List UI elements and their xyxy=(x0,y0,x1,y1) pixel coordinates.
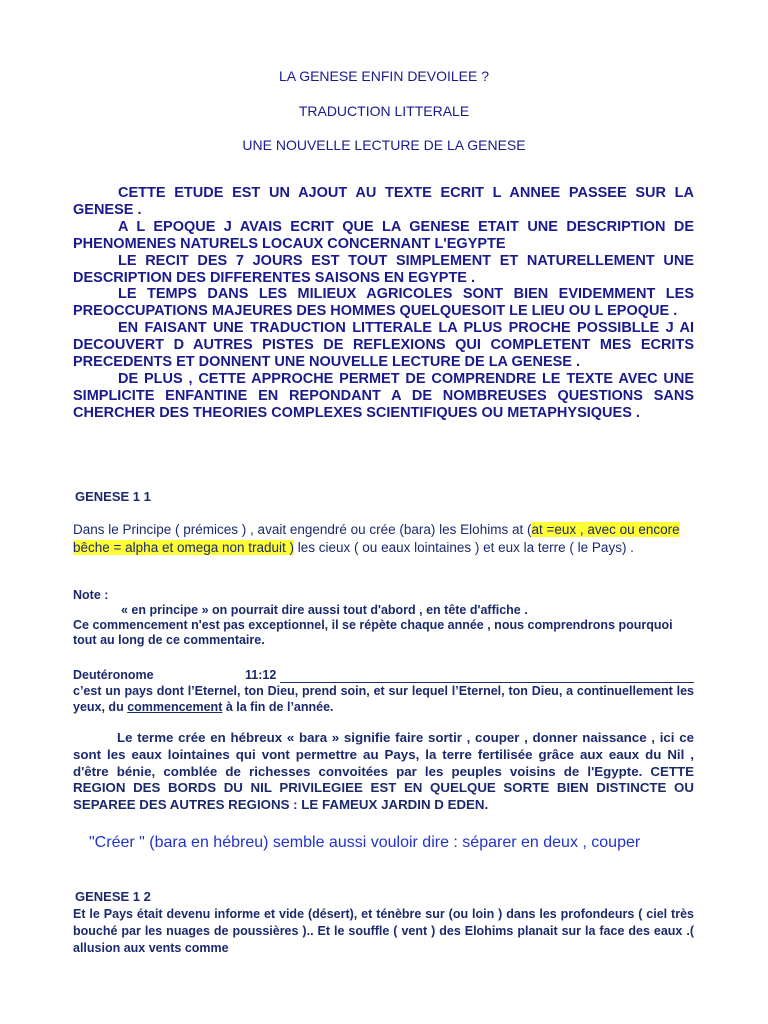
note-line-1: « en principe » on pourrait dire aussi tout d'abord , en tête d'affiche . xyxy=(121,603,528,617)
intro-section xyxy=(73,185,694,422)
genese-1-1-heading: GENESE 1 1 xyxy=(75,489,151,504)
intro-paragraph: LE TEMPS DANS LES MILIEUX AGRICOLES SONT BIEN EVIDEMMENT LES PREOCCUPATIONS MAJEURES DES HOMMES QUELQUESOIT LE LIEU OU L EPOQUE . xyxy=(73,286,694,320)
note-label: Note : xyxy=(73,588,109,602)
intro-paragraph: DE PLUS , CETTE APPROCHE PERMET DE COMPRENDRE LE TEXTE AVEC UNE SIMPLICITE ENFANTINE EN REPONDANT A DE NOMBREUSES QUESTIONS SANS CHERCHER DES THEORIES COMPLEXES SCIENTIFIQUES OU METAPHYSIQUES . xyxy=(73,370,694,421)
deuteronome-text-a: c’est un pays dont l’Eternel, ton Dieu, prend soin, et sur lequel l’Eternel, ton Dieu, a continuellement les yeux, du xyxy=(73,684,694,714)
intro-paragraph: EN FAISANT UNE TRADUCTION LITTERALE LA PLUS PROCHE POSSIBLLE J AI DECOUVERT D AUTRES PISTES DE REFLEXIONS QUI COMPLETENT MES ECRITS PRECEDENTS ET DONNENT UNE NOUVELLE LECTURE DE LA GENESE . xyxy=(73,320,694,371)
deuteronome-quote xyxy=(73,667,694,715)
title-line-3: UNE NOUVELLE LECTURE DE LA GENESE xyxy=(242,137,526,153)
genese-1-2-heading: GENESE 1 2 xyxy=(75,889,151,904)
rule-line xyxy=(280,671,694,683)
genese-1-1-part1: Dans le Principe ( prémices ) , avait engendré ou crée (bara) les Elohims at ( xyxy=(73,522,532,537)
deuteronome-text xyxy=(73,683,694,715)
title-line-2: TRADUCTION LITTERALE xyxy=(298,103,470,119)
deuteronome-book: Deutéronome xyxy=(73,668,154,682)
intro-paragraph: CETTE ETUDE EST UN AJOUT AU TEXTE ECRIT L ANNEE PASSEE SUR LA GENESE . xyxy=(73,185,694,218)
genese-1-1-highlight: at =eux , avec ou encore bêche = alpha et omega non traduit ) xyxy=(73,522,680,555)
genese-1-2-text: Et le Pays était devenu informe et vide (désert), et ténèbre sur (ou loin ) dans les profondeurs ( ciel très bouché par les nuages de poussières ).. Et le souffle ( vent ) des Elohims planait sur la face des eaux .( allusion aux vents comme xyxy=(73,907,694,955)
intro-paragraph: LE RECIT DES 7 JOURS EST TOUT SIMPLEMENT ET NATURELLEMENT UNE DESCRIPTION DES DIFFERENTES SAISONS EN EGYPTE . xyxy=(73,252,694,286)
deuteronome-text-b: à la fin de l’année. xyxy=(222,700,334,714)
bara-paragraph: Le terme crée en hébreux « bara » signifie faire sortir , couper , donner naissance , ici ce sont les eaux lointaines qui vont permettre au Pays, la terre fertilisée grâce aux eaux du Nil , d'être bénie, comblée de richesses convoitées par les peuples voisins de l'Egypte. CETTE REGION DES BORDS DU NIL PRIVILEGIEE EST EN QUELQUE SORTE BIEN DISTINCTE OU SEPAREE DES AUTRES REGIONS : LE FAMEUX JARDIN D EDEN. xyxy=(73,730,694,813)
note-line-2: Ce commencement n'est pas exceptionnel, il se répète chaque année , nous comprendrons pourquoi tout au long de ce commentaire. xyxy=(73,618,673,647)
genese-1-1-text xyxy=(73,521,694,557)
deuteronome-verse: 11:12 xyxy=(245,668,277,682)
intro-paragraph: A L EPOQUE J AVAIS ECRIT QUE LA GENESE ETAIT UNE DESCRIPTION DE PHENOMENES NATURELS LOCAUX CONCERNANT L'EGYPTE xyxy=(73,218,694,252)
creer-statement: "Créer " (bara en hébreu) semble aussi vouloir dire : séparer en deux , couper xyxy=(89,834,641,851)
commencement-underlined: commencement xyxy=(127,700,223,714)
title-line-1: LA GENESE ENFIN DEVOILEE ? xyxy=(278,68,490,84)
note-section xyxy=(73,588,694,648)
deuteronome-ref-row xyxy=(73,667,694,683)
genese-1-1-part2: les cieux ( ou eaux lointaines ) et eux la terre ( le Pays) . xyxy=(294,540,634,555)
